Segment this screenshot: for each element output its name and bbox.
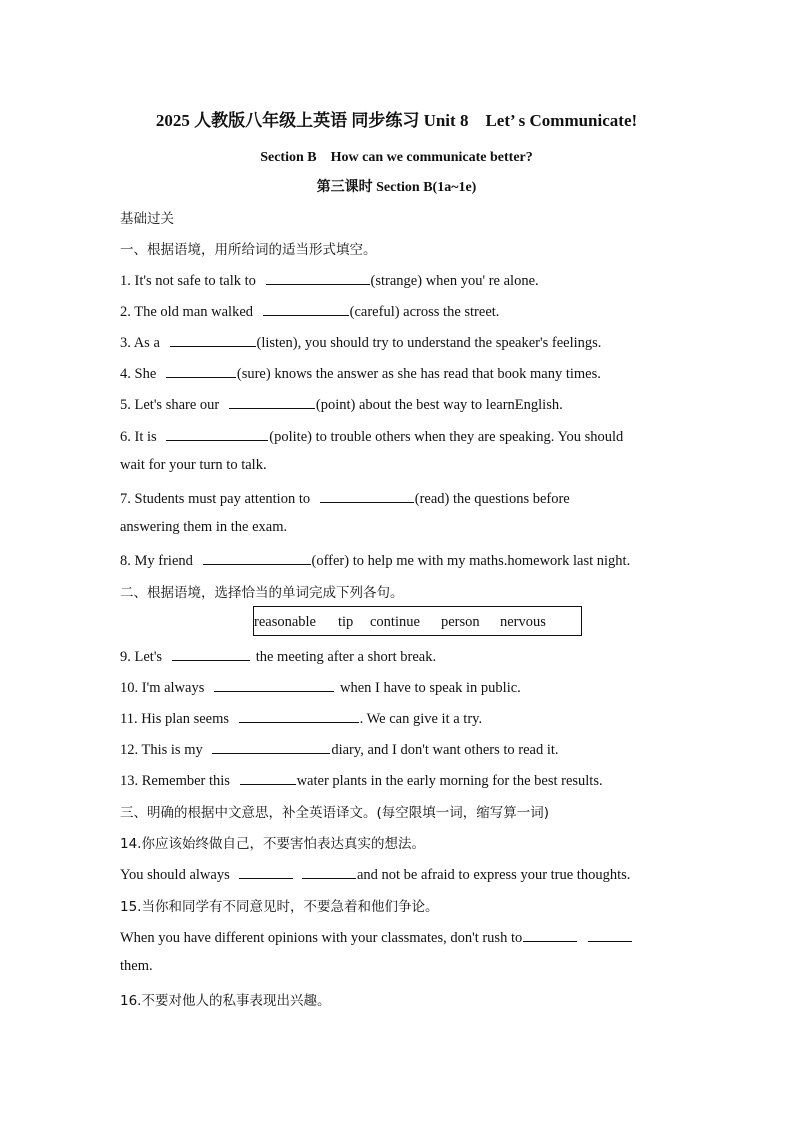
answer-blank[interactable] bbox=[229, 394, 315, 409]
question-6: 6. It is (polite) to trouble others when they are speaking. You should bbox=[120, 426, 623, 446]
answer-blank[interactable] bbox=[588, 927, 632, 942]
answer-blank[interactable] bbox=[320, 488, 414, 503]
part2-heading: 二、根据语境，选择恰当的单词完成下列各句。 bbox=[120, 585, 404, 601]
word-bank-item: reasonable bbox=[254, 614, 316, 630]
answer-blank[interactable] bbox=[523, 927, 577, 942]
question-14-chinese: 14.你应该始终做自己，不要害怕表达真实的想法。 bbox=[120, 836, 425, 852]
question-15-chinese: 15.当你和同学有不同意见时，不要急着和他们争论。 bbox=[120, 899, 439, 915]
word-bank-item: continue bbox=[370, 614, 420, 630]
worksheet-title: 2025 人教版八年级上英语 同步练习 Unit 8 Let’ s Communicate! bbox=[155, 111, 638, 130]
word-bank-item: person bbox=[441, 614, 480, 630]
question-10: 10. I'm always when I have to speak in public. bbox=[120, 677, 521, 697]
answer-blank[interactable] bbox=[239, 708, 359, 723]
answer-blank[interactable] bbox=[212, 739, 330, 754]
question-15: When you have different opinions with your classmates, don't rush to bbox=[120, 927, 633, 947]
category-label: 基础过关 bbox=[120, 211, 174, 227]
question-9: 9. Let's the meeting after a short break. bbox=[120, 646, 436, 666]
word-bank-item: tip bbox=[338, 614, 354, 630]
question-6-continued: wait for your turn to talk. bbox=[120, 457, 267, 473]
question-1: 1. It's not safe to talk to (strange) when you' re alone. bbox=[120, 270, 539, 290]
answer-blank[interactable] bbox=[170, 332, 256, 347]
question-15-continued: them. bbox=[120, 958, 153, 974]
question-4: 4. She (sure) knows the answer as she has read that book many times. bbox=[120, 363, 601, 383]
part3-heading: 三、明确的根据中文意思，补全英语译文。(每空限填一词，缩写算一词) bbox=[120, 805, 550, 821]
part1-heading: 一、根据语境，用所给词的适当形式填空。 bbox=[120, 242, 377, 258]
answer-blank[interactable] bbox=[203, 550, 311, 565]
question-13: 13. Remember this water plants in the early morning for the best results. bbox=[120, 770, 603, 790]
question-5: 5. Let's share our (point) about the best way to learnEnglish. bbox=[120, 394, 563, 414]
answer-blank[interactable] bbox=[166, 426, 268, 441]
question-2: 2. The old man walked (careful) across the street. bbox=[120, 301, 499, 321]
question-12: 12. This is my diary, and I don't want others to read it. bbox=[120, 739, 559, 759]
question-7-continued: answering them in the exam. bbox=[120, 519, 288, 535]
answer-blank[interactable] bbox=[166, 363, 236, 378]
lesson-subtitle: 第三课时 Section B(1a~1e) bbox=[316, 180, 477, 195]
answer-blank[interactable] bbox=[239, 864, 293, 879]
question-16-chinese: 16.不要对他人的私事表现出兴趣。 bbox=[120, 993, 331, 1009]
section-subtitle: Section B How can we communicate better? bbox=[260, 150, 533, 165]
answer-blank[interactable] bbox=[263, 301, 349, 316]
question-7: 7. Students must pay attention to (read) the questions before bbox=[120, 488, 570, 508]
word-bank-item: nervous bbox=[500, 614, 546, 630]
question-8: 8. My friend (offer) to help me with my maths.homework last night. bbox=[120, 550, 630, 570]
word-bank-box bbox=[253, 606, 582, 636]
answer-blank[interactable] bbox=[214, 677, 334, 692]
answer-blank[interactable] bbox=[266, 270, 370, 285]
answer-blank[interactable] bbox=[172, 646, 250, 661]
answer-blank[interactable] bbox=[302, 864, 356, 879]
question-3: 3. As a (listen), you should try to understand the speaker's feelings. bbox=[120, 332, 601, 352]
answer-blank[interactable] bbox=[240, 770, 296, 785]
question-14: You should always and not be afraid to express your true thoughts. bbox=[120, 864, 630, 884]
question-11: 11. His plan seems . We can give it a try. bbox=[120, 708, 482, 728]
